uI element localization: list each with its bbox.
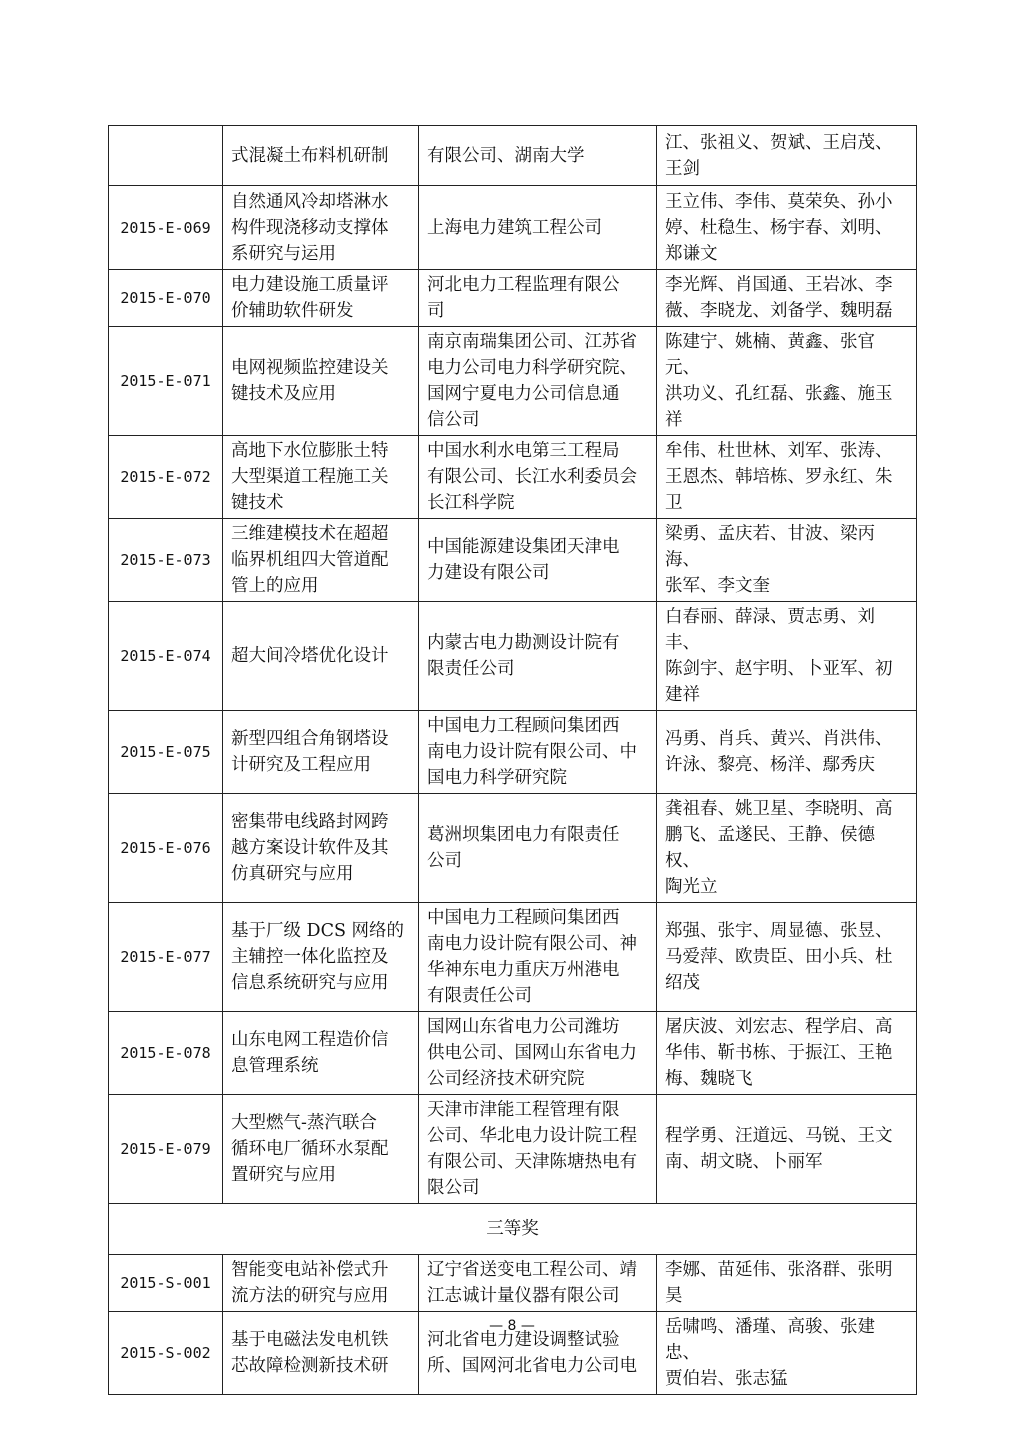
page-number: — 8 — [489, 1318, 535, 1334]
project-name-cell: 三维建模技术在超超 临界机组四大管道配 管上的应用 [223, 519, 419, 602]
project-id-cell: 2015-E-075 [109, 711, 223, 794]
table-row [109, 903, 917, 1012]
project-name-cell: 大型燃气-蒸汽联合 循环电厂循环水泵配 置研究与应用 [223, 1095, 419, 1204]
table-row [109, 436, 917, 519]
completing-unit-cell: 河北省电力建设调整试验 所、国网河北省电力公司电 [419, 1312, 657, 1395]
completing-unit-cell: 葛洲坝集团电力有限责任 公司 [419, 794, 657, 903]
awards-table [108, 125, 917, 1395]
completing-unit-cell: 上海电力建筑工程公司 [419, 186, 657, 270]
completing-unit-cell: 中国能源建设集团天津电 力建设有限公司 [419, 519, 657, 602]
main-completers-cell: 程学勇、汪道远、马锐、王文 南、胡文晓、卜丽军 [657, 1095, 917, 1204]
project-id-cell: 2015-E-078 [109, 1012, 223, 1095]
table-row [109, 711, 917, 794]
table-row [109, 602, 917, 711]
project-name-cell: 电网视频监控建设关 键技术及应用 [223, 327, 419, 436]
table-row [109, 186, 917, 270]
project-name-cell: 基于电磁法发电机铁 芯故障检测新技术研 [223, 1312, 419, 1395]
project-name-cell: 密集带电线路封网跨 越方案设计软件及其 仿真研究与应用 [223, 794, 419, 903]
completing-unit-cell: 有限公司、湖南大学 [419, 126, 657, 186]
project-name-cell: 新型四组合角钢塔设 计研究及工程应用 [223, 711, 419, 794]
project-id-cell: 2015-S-001 [109, 1255, 223, 1312]
completing-unit-cell: 中国电力工程顾问集团西 南电力设计院有限公司、神 华神东电力重庆万州港电 有限责任公司 [419, 903, 657, 1012]
project-id-cell: 2015-E-079 [109, 1095, 223, 1204]
main-completers-cell: 冯勇、肖兵、黄兴、肖洪伟、 许泳、黎亮、杨洋、鄢秀庆 [657, 711, 917, 794]
main-completers-cell: 岳啸鸣、潘瑾、高骏、张建忠、 贾伯岩、张志猛 [657, 1312, 917, 1395]
completing-unit-cell: 内蒙古电力勘测设计院有 限责任公司 [419, 602, 657, 711]
table-row [109, 126, 917, 186]
project-name-cell: 电力建设施工质量评 价辅助软件研发 [223, 270, 419, 327]
project-id-cell: 2015-E-074 [109, 602, 223, 711]
main-completers-cell: 李娜、苗延伟、张洛群、张明 昊 [657, 1255, 917, 1312]
section-title: 三等奖 [109, 1204, 917, 1255]
project-id-cell: 2015-E-076 [109, 794, 223, 903]
completing-unit-cell: 天津市津能工程管理有限 公司、华北电力设计院工程 有限公司、天津陈塘热电有 限公司 [419, 1095, 657, 1204]
project-id-cell: 2015-E-071 [109, 327, 223, 436]
table-body-upper [109, 126, 917, 1204]
main-completers-cell: 郑强、张宇、周显德、张昱、 马爱萍、欧贵臣、田小兵、杜 绍茂 [657, 903, 917, 1012]
document-page [108, 125, 916, 1395]
table-row [109, 270, 917, 327]
project-name-cell: 式混凝土布料机研制 [223, 126, 419, 186]
project-id-cell: 2015-E-072 [109, 436, 223, 519]
project-name-cell: 超大间冷塔优化设计 [223, 602, 419, 711]
project-name-cell: 基于厂级 DCS 网络的 主辅控一体化监控及 信息系统研究与应用 [223, 903, 419, 1012]
main-completers-cell: 梁勇、孟庆若、甘波、梁丙海、 张军、李文奎 [657, 519, 917, 602]
table-row [109, 794, 917, 903]
project-id-cell: 2015-S-002 [109, 1312, 223, 1395]
main-completers-cell: 龚祖春、姚卫星、李晓明、高 鹏飞、孟遂民、王静、侯德权、 陶光立 [657, 794, 917, 903]
table-row [109, 1255, 917, 1312]
main-completers-cell: 李光辉、肖国通、王岩冰、李 薇、李晓龙、刘备学、魏明磊 [657, 270, 917, 327]
project-name-cell: 智能变电站补偿式升 流方法的研究与应用 [223, 1255, 419, 1312]
main-completers-cell: 江、张祖义、贺斌、王启茂、 王剑 [657, 126, 917, 186]
completing-unit-cell: 中国水利水电第三工程局 有限公司、长江水利委员会 长江科学院 [419, 436, 657, 519]
project-id-cell: 2015-E-069 [109, 186, 223, 270]
table-row [109, 1012, 917, 1095]
project-id-cell: 2015-E-077 [109, 903, 223, 1012]
completing-unit-cell: 南京南瑞集团公司、江苏省 电力公司电力科学研究院、 国网宁夏电力公司信息通 信公司 [419, 327, 657, 436]
project-name-cell: 高地下水位膨胀土特 大型渠道工程施工关 键技术 [223, 436, 419, 519]
completing-unit-cell: 国网山东省电力公司潍坊 供电公司、国网山东省电力 公司经济技术研究院 [419, 1012, 657, 1095]
table-row [109, 1095, 917, 1204]
completing-unit-cell: 中国电力工程顾问集团西 南电力设计院有限公司、中 国电力科学研究院 [419, 711, 657, 794]
main-completers-cell: 屠庆波、刘宏志、程学启、高 华伟、靳书栋、于振江、王艳 梅、魏晓飞 [657, 1012, 917, 1095]
project-id-cell [109, 126, 223, 186]
main-completers-cell: 牟伟、杜世林、刘军、张涛、 王恩杰、韩培栋、罗永红、朱 卫 [657, 436, 917, 519]
table-row [109, 519, 917, 602]
table-row [109, 327, 917, 436]
project-id-cell: 2015-E-070 [109, 270, 223, 327]
main-completers-cell: 陈建宁、姚楠、黄鑫、张官元、 洪功义、孔红磊、张鑫、施玉 祥 [657, 327, 917, 436]
main-completers-cell: 白春丽、薛渌、贾志勇、刘丰、 陈剑宇、赵宇明、卜亚军、初 建祥 [657, 602, 917, 711]
main-completers-cell: 王立伟、李伟、莫荣奂、孙小 婷、杜稳生、杨宇春、刘明、 郑谦文 [657, 186, 917, 270]
project-name-cell: 自然通风冷却塔淋水 构件现浇移动支撑体 系研究与运用 [223, 186, 419, 270]
table-body-section [109, 1204, 917, 1255]
project-id-cell: 2015-E-073 [109, 519, 223, 602]
completing-unit-cell: 辽宁省送变电工程公司、靖 江志诚计量仪器有限公司 [419, 1255, 657, 1312]
section-row [109, 1204, 917, 1255]
project-name-cell: 山东电网工程造价信 息管理系统 [223, 1012, 419, 1095]
completing-unit-cell: 河北电力工程监理有限公 司 [419, 270, 657, 327]
